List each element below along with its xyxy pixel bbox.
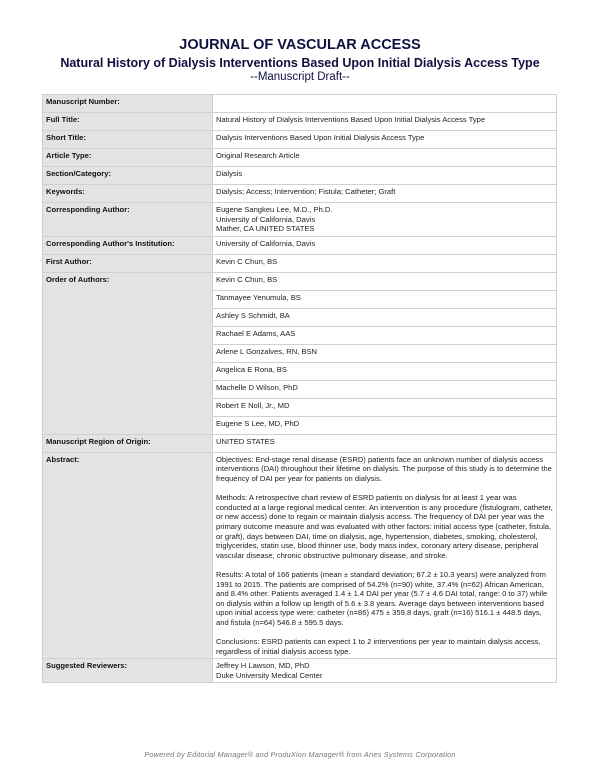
author-item: Rachael E Adams, AAS [213, 326, 557, 344]
row-short-title [43, 131, 557, 149]
row-institution [43, 236, 557, 254]
suggested-reviewers-value [213, 659, 557, 683]
region-label: Manuscript Region of Origin: [43, 434, 213, 452]
order-of-authors-label: Order of Authors: [43, 272, 213, 434]
keywords-value: Dialysis; Access; Intervention; Fistula; Catheter; Graft [213, 185, 557, 203]
short-title-value: Dialysis Interventions Based Upon Initial Dialysis Access Type [213, 131, 557, 149]
row-first-author [43, 254, 557, 272]
first-author-value: Kevin C Chun, BS [213, 254, 557, 272]
abstract-conclusions: Conclusions: ESRD patients can expect 1 to 2 interventions per year to maintain dialysis access, regardless of initial dialysis access type. [216, 637, 541, 656]
row-abstract [43, 452, 557, 658]
draft-label: --Manuscript Draft-- [250, 71, 350, 83]
row-suggested-reviewers [43, 659, 557, 683]
row-region [43, 434, 557, 452]
corresponding-author-affiliation: University of California, Davis [216, 214, 316, 224]
institution-value: University of California, Davis [213, 236, 557, 254]
row-manuscript-number [43, 95, 557, 113]
manuscript-title: Natural History of Dialysis Interventions Based Upon Initial Dialysis Access Type [60, 56, 540, 70]
author-item: Arlene L Gonzalves, RN, BSN [213, 344, 557, 362]
author-item: Ashley S Schmidt, BA [213, 308, 557, 326]
corresponding-author-name: Eugene Sangkeu Lee, M.D., Ph.D. [216, 205, 333, 214]
article-type-label: Article Type: [43, 149, 213, 167]
abstract-label: Abstract: [43, 452, 213, 658]
journal-title: JOURNAL OF VASCULAR ACCESS [179, 37, 421, 53]
reviewer-name: Jeffrey H Lawson, MD, PhD [216, 661, 310, 671]
author-item: Machelle D Wilson, PhD [213, 380, 557, 398]
author-item: Kevin C Chun, BS [213, 272, 557, 290]
full-title-value: Natural History of Dialysis Interventions Based Upon Initial Dialysis Access Type [213, 113, 557, 131]
suggested-reviewers-label: Suggested Reviewers: [43, 659, 213, 683]
author-item: Tanmayee Yenumula, BS [213, 290, 557, 308]
institution-label: Corresponding Author's Institution: [43, 236, 213, 254]
manuscript-number-value [213, 95, 557, 113]
abstract-results: Results: A total of 166 patients (mean ± standard deviation; 67.2 ± 10.3 years) were analyzed from 1991 to 2015. The patients are comprised of 54.2% (n=90) white, 37.4% (n=62) African American, and 8.4% other. Patients averaged 1.4 ± 1.4 DAI per year (5.7 ± 4.6 DAI total, range: 0 to 37) while on dialysis within a follow up length of 5.6 ± 3.8 years. Average days between interventions based upon initial access type were: catheter (n=86) 475 ± 359.8 days, graft (n=16) 516.1 ± 448.5 days, and fistula (n=64) 546.8 ± 595.5 days. [216, 569, 548, 627]
full-title-label: Full Title: [43, 113, 213, 131]
corresponding-author-label: Corresponding Author: [43, 203, 213, 237]
short-title-label: Short Title: [43, 131, 213, 149]
region-value: UNITED STATES [213, 434, 557, 452]
keywords-label: Keywords: [43, 185, 213, 203]
footer-powered-by: Powered by Editorial Manager® and ProduXion Manager® from Aries Systems Corporation [144, 750, 456, 759]
reviewer-affiliation: Duke University Medical Center [216, 670, 323, 680]
section-value: Dialysis [213, 167, 557, 185]
abstract-value [213, 452, 557, 658]
corresponding-author-location: Mather, CA UNITED STATES [216, 224, 315, 234]
author-item: Eugene S Lee, MD, PhD [213, 416, 557, 434]
row-keywords [43, 185, 557, 203]
section-label: Section/Category: [43, 167, 213, 185]
row-section [43, 167, 557, 185]
abstract-objectives: Objectives: End-stage renal disease (ESRD) patients face an unknown number of dialysis access interventions (DAI) throughout their lifetime on dialysis. The purpose of this study is to determine the frequency of DAI per year for patients on dialysis. [216, 454, 552, 483]
row-order-of-authors [43, 272, 557, 290]
row-corresponding-author [43, 203, 557, 237]
author-item: Robert E Noll, Jr., MD [213, 398, 557, 416]
row-full-title [43, 113, 557, 131]
row-article-type [43, 149, 557, 167]
author-item: Angelica E Rona, BS [213, 362, 557, 380]
abstract-methods: Methods: A retrospective chart review of ESRD patients on dialysis for at least 1 year was conducted at a large regional medical center. An intervention is any procedure (fistulogram, catheter, or new access) done to regain or maintain dialysis access. The frequency of DAI per year was the primary outcome measure and was evaluated with other factors: initial access type (catheter, fistula, or graft), days between DAI, time on dialysis, age, hypertension, diabetes, smoking, cholesterol, triglycerides, statin use, blood thinner use, body mass index, coronary artery disease, peripheral vascular disease, chronic obstructive pulmonary disease, and stroke. [216, 493, 553, 560]
corresponding-author-value [213, 203, 557, 237]
manuscript-number-label: Manuscript Number: [43, 95, 213, 113]
article-type-value: Original Research Article [213, 149, 557, 167]
manuscript-info-table [42, 94, 557, 683]
first-author-label: First Author: [43, 254, 213, 272]
